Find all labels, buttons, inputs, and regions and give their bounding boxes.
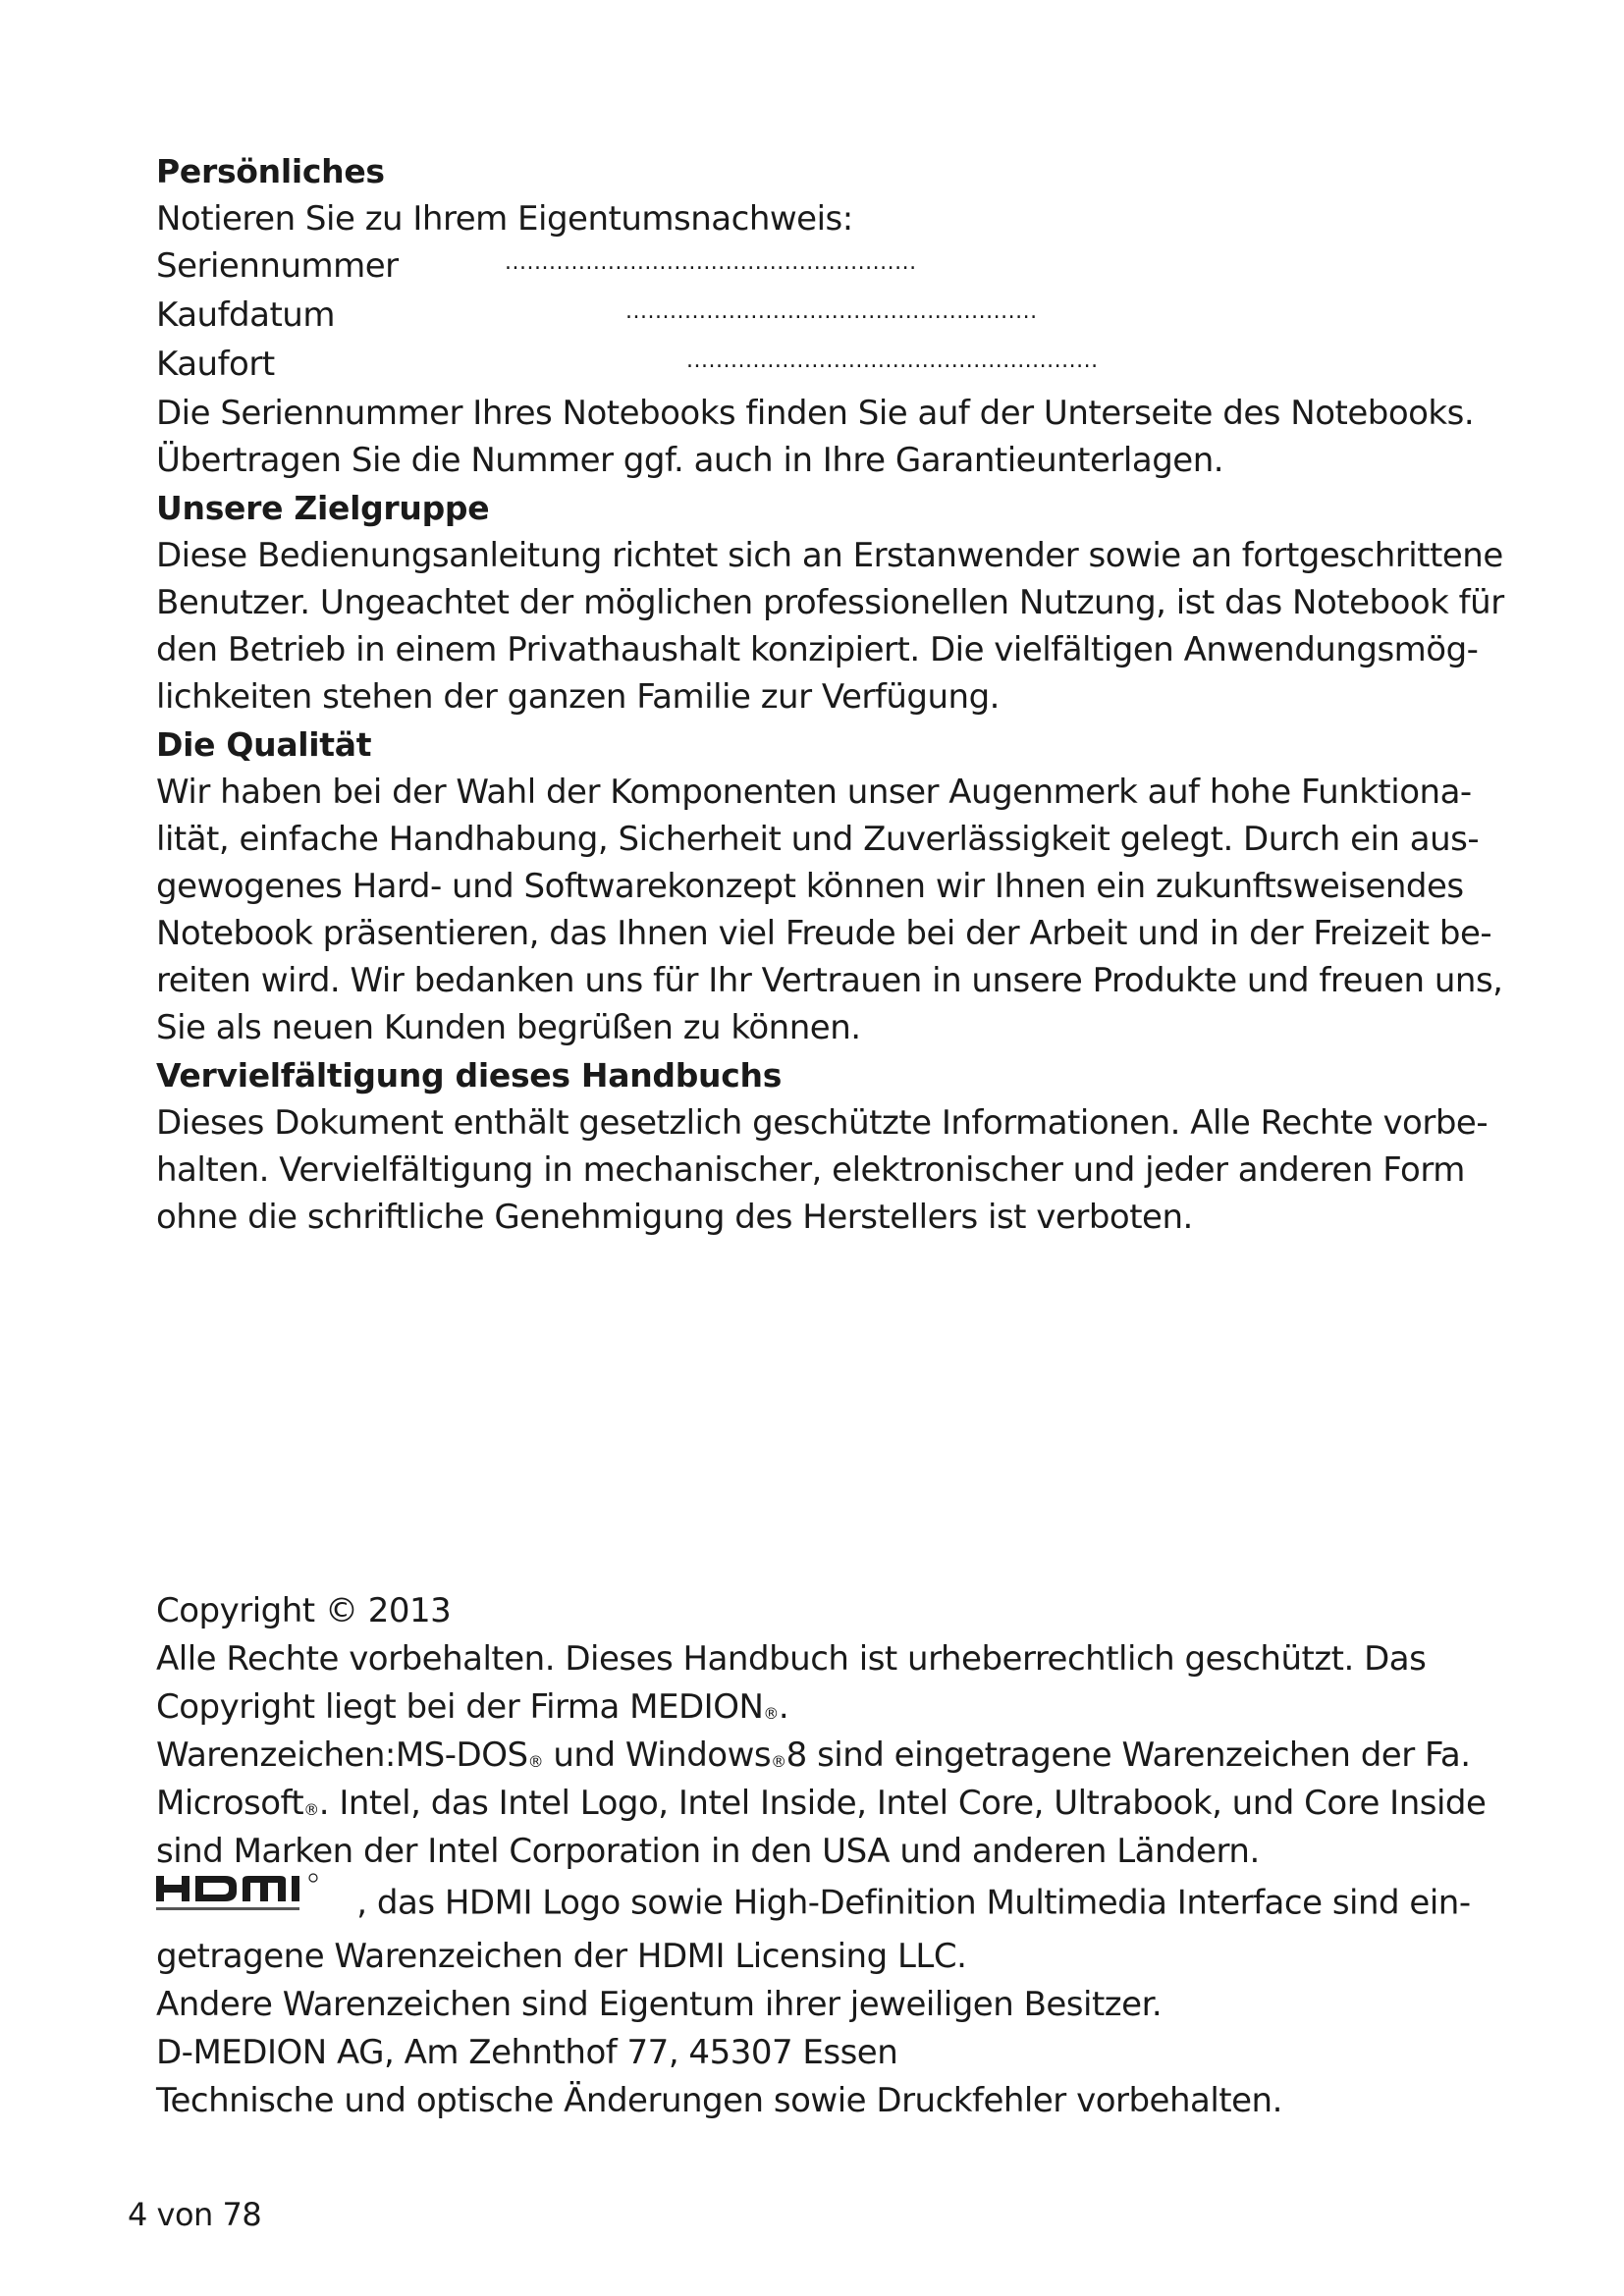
paragraph-line: lität, einfache Handhabung, Sicherheit und Zuverlässigkeit gelegt. Durch ein aus- (156, 820, 1480, 859)
disclaimer: Technische und optische Änderungen sowie Druckfehler vorbehalten. (156, 2081, 1282, 2120)
paragraph-line: reiten wird. Wir bedanken uns für Ihr Vertrauen in unsere Produkte und freuen uns, (156, 961, 1503, 1000)
heading-personal: Persönliches (156, 152, 385, 190)
field-dots-place: ........................................................ (686, 348, 1099, 373)
trademark-line (156, 1732, 1511, 1780)
paragraph-line: lichkeiten stehen der ganzen Familie zur Verfügung. (156, 677, 1000, 717)
copyright-year: Copyright © 2013 (156, 1591, 452, 1630)
hdmi-line (156, 1876, 1511, 1933)
field-label-date: Kaufdatum (156, 295, 335, 335)
registered-mark: ® (303, 1800, 319, 1819)
paragraph-line: Notebook präsentieren, das Ihnen viel Freude bei der Arbeit und in der Freizeit be- (156, 914, 1492, 953)
page-number: 4 von 78 (128, 2196, 262, 2233)
paragraph-line: Übertragen Sie die Nummer ggf. auch in Ihre Garantieunterlagen. (156, 441, 1224, 480)
paragraph-line: halten. Vervielfältigung in mechanischer, elektronischer und jeder anderen Form (156, 1150, 1465, 1190)
heading-duplication: Vervielfältigung dieses Handbuchs (156, 1056, 783, 1095)
field-dots-serial: ........................................................ (505, 250, 917, 275)
paragraph-line: Benutzer. Ungeachtet der möglichen professionellen Nutzung, ist das Notebook für (156, 583, 1504, 622)
heading-quality: Die Qualität (156, 725, 372, 764)
registered-mark: ® (771, 1752, 786, 1771)
field-dots-date: ........................................................ (625, 299, 1038, 324)
copyright-text: Copyright liegt bei der Firma MEDION (156, 1687, 764, 1727)
trademark-text: Microsoft (156, 1784, 304, 1823)
trademark-text: 8 sind eingetragene Warenzeichen der Fa. (785, 1735, 1471, 1775)
trademark-line (156, 1780, 1511, 1828)
paragraph-line: gewogenes Hard- und Softwarekonzept können wir Ihnen ein zukunftsweisendes (156, 867, 1464, 906)
field-row-date (156, 292, 1511, 341)
hdmi-text: , das HDMI Logo sowie High-Definition Multimedia Interface sind ein- (347, 1883, 1471, 1923)
copyright-line (156, 1683, 1511, 1732)
field-label-place: Kaufort (156, 345, 275, 384)
trademark-line: Andere Warenzeichen sind Eigentum ihrer jeweiligen Besitzer. (156, 1985, 1163, 2024)
heading-audience: Unsere Zielgruppe (156, 489, 490, 527)
field-row-serial (156, 242, 1511, 292)
trademark-line: sind Marken der Intel Corporation in den USA und anderen Ländern. (156, 1832, 1260, 1871)
paragraph-line: den Betrieb in einem Privathaushalt konzipiert. Die vielfältigen Anwendungsmög- (156, 630, 1479, 669)
copyright-line: Alle Rechte vorbehalten. Dieses Handbuch ist urheberrechtlich geschützt. Das (156, 1639, 1427, 1679)
paragraph-line: Diese Bedienungsanleitung richtet sich an Erstanwender sowie an fortgeschrittene (156, 536, 1503, 575)
main-content (156, 147, 1511, 1241)
trademark-text: und Windows (543, 1735, 772, 1775)
trademark-text: . Intel, das Intel Logo, Intel Inside, Intel Core, Ultrabook, und Core Inside (318, 1784, 1487, 1823)
paragraph-line: Dieses Dokument enthält gesetzlich geschützte Informationen. Alle Rechte vorbe- (156, 1103, 1489, 1143)
paragraph-line: Wir haben bei der Wahl der Komponenten unser Augenmerk auf hohe Funktiona- (156, 773, 1472, 812)
company-address: D-MEDION AG, Am Zehnthof 77, 45307 Essen (156, 2033, 898, 2072)
copyright-text: . (778, 1687, 789, 1727)
paragraph-line: Die Seriennummer Ihres Notebooks finden Sie auf der Unterseite des Notebooks. (156, 394, 1475, 433)
hdmi-logo-icon (156, 1872, 343, 1929)
field-label-serial: Seriennummer (156, 246, 399, 286)
paragraph-line: Sie als neuen Kunden begrüßen zu können. (156, 1008, 861, 1047)
field-row-place (156, 341, 1511, 390)
registered-mark: ® (763, 1704, 779, 1723)
hdmi-line: getragene Warenzeichen der HDMI Licensing LLC. (156, 1937, 967, 1976)
copyright-block (156, 1587, 1511, 2125)
paragraph-line: ohne die schriftliche Genehmigung des Herstellers ist verboten. (156, 1198, 1193, 1237)
personal-intro: Notieren Sie zu Ihrem Eigentumsnachweis: (156, 199, 853, 239)
registered-mark: ® (527, 1752, 544, 1771)
trademark-text: Warenzeichen:MS-DOS (156, 1735, 528, 1775)
